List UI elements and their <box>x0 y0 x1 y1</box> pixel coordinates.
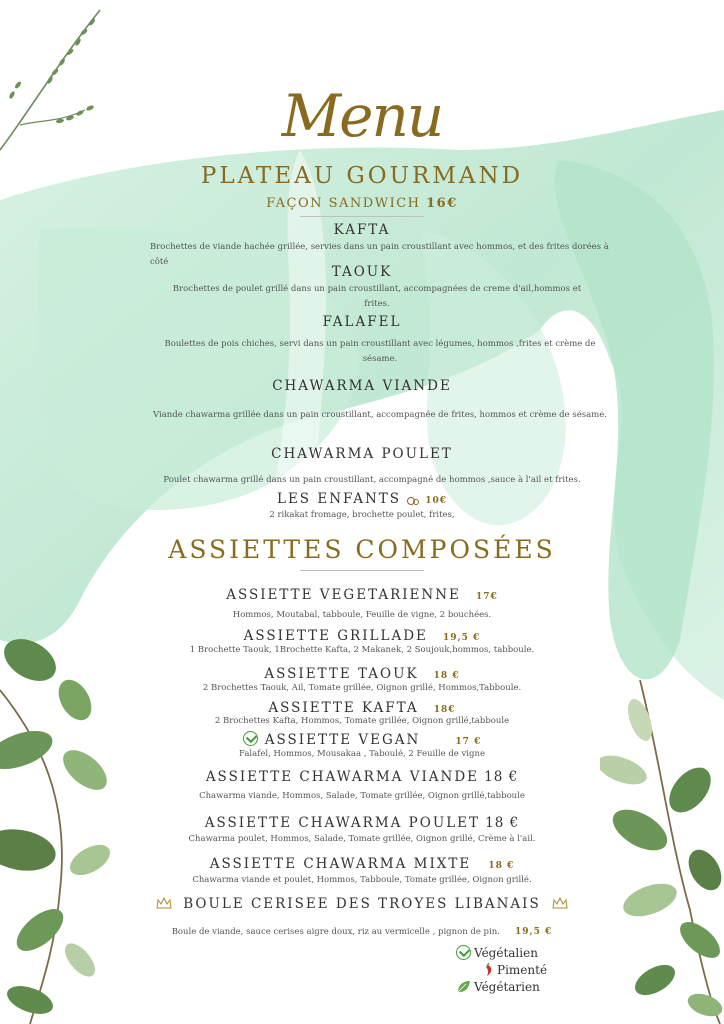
assiette-kafta-desc: 2 Brochettes Kafta, Hommos, Tomate grillée, Oignon grillé,tabboule <box>214 716 510 726</box>
assiette-grillade-price: 19,5 € <box>443 633 481 643</box>
item-taouk-title: TAOUK <box>331 264 393 280</box>
boule-cerisee-title: BOULE CERISEE DES TROYES LIBANAIS <box>183 896 541 912</box>
item-chawarma-viande-desc: Viande chawarma grillée dans un pain croustillant, accompagnée de frites, hommos et crème de sésame. <box>153 410 607 420</box>
assiette-grillade-title: ASSIETTE GRILLADE <box>243 628 428 644</box>
assiette-chawarma-viande-title: ASSIETTE CHAWARMA VIANDE <box>205 769 480 785</box>
legend-spicy-label: Pimenté <box>497 962 548 977</box>
vegan-check-icon <box>243 731 258 746</box>
item-chawarma-poulet-desc: Poulet chawarma grillé dans un pain croustillant, accompagné de hommos ,sauce à l'ail et frites. <box>163 475 581 485</box>
assiette-chawarma-poulet-row <box>140 812 584 831</box>
chili-icon <box>484 963 494 977</box>
assiette-taouk-desc: 2 Brochettes Taouk, Ail, Tomate grillée, Oignon grillé, Hommos,Tabboule. <box>202 683 522 693</box>
assiette-vegan-row <box>140 729 584 748</box>
boule-cerisee-desc-row <box>140 919 584 940</box>
assiette-chawarma-mixte-title: ASSIETTE CHAWARMA MIXTE <box>209 856 472 872</box>
plateau-subtitle-text: FAÇON SANDWICH <box>266 196 421 211</box>
assiette-grillade-desc: 1 Brochette Taouk, 1Brochette Kafta, 2 Makanek, 2 Soujouk,hommos, tabboule. <box>189 645 535 655</box>
assiette-vegetarienne-title: ASSIETTE VEGETARIENNE <box>226 587 461 603</box>
item-enfants-price: 10€ <box>425 496 448 506</box>
item-enfants-row <box>220 488 504 507</box>
crown-icon <box>552 894 568 913</box>
item-chawarma-poulet-title: CHAWARMA POULET <box>271 446 453 462</box>
assiettes-composees-title: ASSIETTES COMPOSÉES <box>168 535 556 564</box>
boule-cerisee-row <box>110 893 614 913</box>
legend-vegetarian-label: Végétarien <box>474 979 540 994</box>
divider <box>300 570 424 571</box>
vegan-check-icon <box>456 945 471 960</box>
assiette-chawarma-poulet-title: ASSIETTE CHAWARMA POULET <box>204 815 481 831</box>
menu-title: Menu <box>281 82 443 150</box>
assiette-grillade-row <box>140 625 584 644</box>
assiette-vegan-desc: Falafel, Hommos, Mousakaa , Taboulé, 2 Feuille de vigne <box>239 749 485 759</box>
item-kafta-desc: Brochettes de viande hachée grillée, servies dans un pain croustillant avec hommos, et des frites dorées à côté <box>150 242 609 267</box>
plateau-subtitle <box>200 196 524 211</box>
legend-spicy <box>456 961 547 978</box>
divider <box>300 216 424 217</box>
legend-vegetarian <box>456 978 547 995</box>
legend-vegan-label: Végétalien <box>474 945 538 960</box>
assiette-chawarma-mixte-desc: Chawarma viande et poulet, Hommos, Tabboule, Tomate grillée, Oignon grillé. <box>192 875 532 885</box>
item-kafta-title: KAFTA <box>333 222 391 238</box>
item-enfants-title: LES ENFANTS <box>276 491 402 507</box>
boule-cerisee-desc: Boule de viande, sauce cerises aigre doux, riz au vermicelle , pignon de pin. <box>171 927 500 937</box>
assiette-taouk-price: 18 € <box>433 671 460 681</box>
assiette-vegan-title: ASSIETTE VEGAN <box>264 732 421 748</box>
plateau-gourmand-title: PLATEAU GOURMAND <box>200 163 524 189</box>
assiette-kafta-title: ASSIETTE KAFTA <box>268 700 419 716</box>
assiette-vegan-price: 17 € <box>455 737 482 747</box>
assiette-vegetarienne-price: 17€ <box>476 592 498 602</box>
assiette-chawarma-viande-row <box>140 766 584 785</box>
assiette-taouk-title: ASSIETTE TAOUK <box>264 666 419 682</box>
legend-vegan <box>456 944 547 961</box>
plateau-price: 16€ <box>426 196 458 211</box>
assiette-chawarma-mixte-row <box>140 853 584 872</box>
item-chawarma-viande-title: CHAWARMA VIANDE <box>272 378 452 394</box>
assiette-chawarma-viande-desc: Chawarma viande, Hommos, Salade, Tomate grillée, Oignon grillé,tabboule <box>199 791 525 801</box>
leaf-icon <box>456 980 471 994</box>
assiette-chawarma-poulet-price: 18 € <box>485 815 520 831</box>
assiette-taouk-row <box>140 663 584 682</box>
item-taouk-desc: Brochettes de poulet grillé dans un pain croustillant, accompagnées de creme d'ail,hommos et frites. <box>172 284 582 309</box>
item-falafel-title: FALAFEL <box>322 314 402 330</box>
assiette-chawarma-poulet-desc: Chawarma poulet, Hommos, Salade, Tomate grillée, Oignon grillé, Crème à l'ail. <box>188 834 536 844</box>
assiette-vegetarienne-row <box>140 584 584 603</box>
item-falafel-desc: Boulettes de pois chiches, servi dans un pain croustillant avec légumes, hommos ,frites et crème de sésame. <box>164 339 596 364</box>
item-enfants-desc: 2 rikakat fromage, brochette poulet, frites, <box>269 510 455 520</box>
crown-icon <box>156 894 172 913</box>
assiette-chawarma-mixte-price: 18 € <box>488 861 515 871</box>
assiette-vegetarienne-desc: Hommos, Moutabal, tabboule, Feuille de vigne, 2 bouchées. <box>232 610 492 620</box>
assiette-kafta-price: 18€ <box>433 705 456 715</box>
kids-icon <box>406 493 420 505</box>
boule-cerisee-price: 19,5 € <box>514 927 553 937</box>
assiette-chawarma-viande-price: 18 € <box>484 769 519 785</box>
legend <box>456 944 547 995</box>
